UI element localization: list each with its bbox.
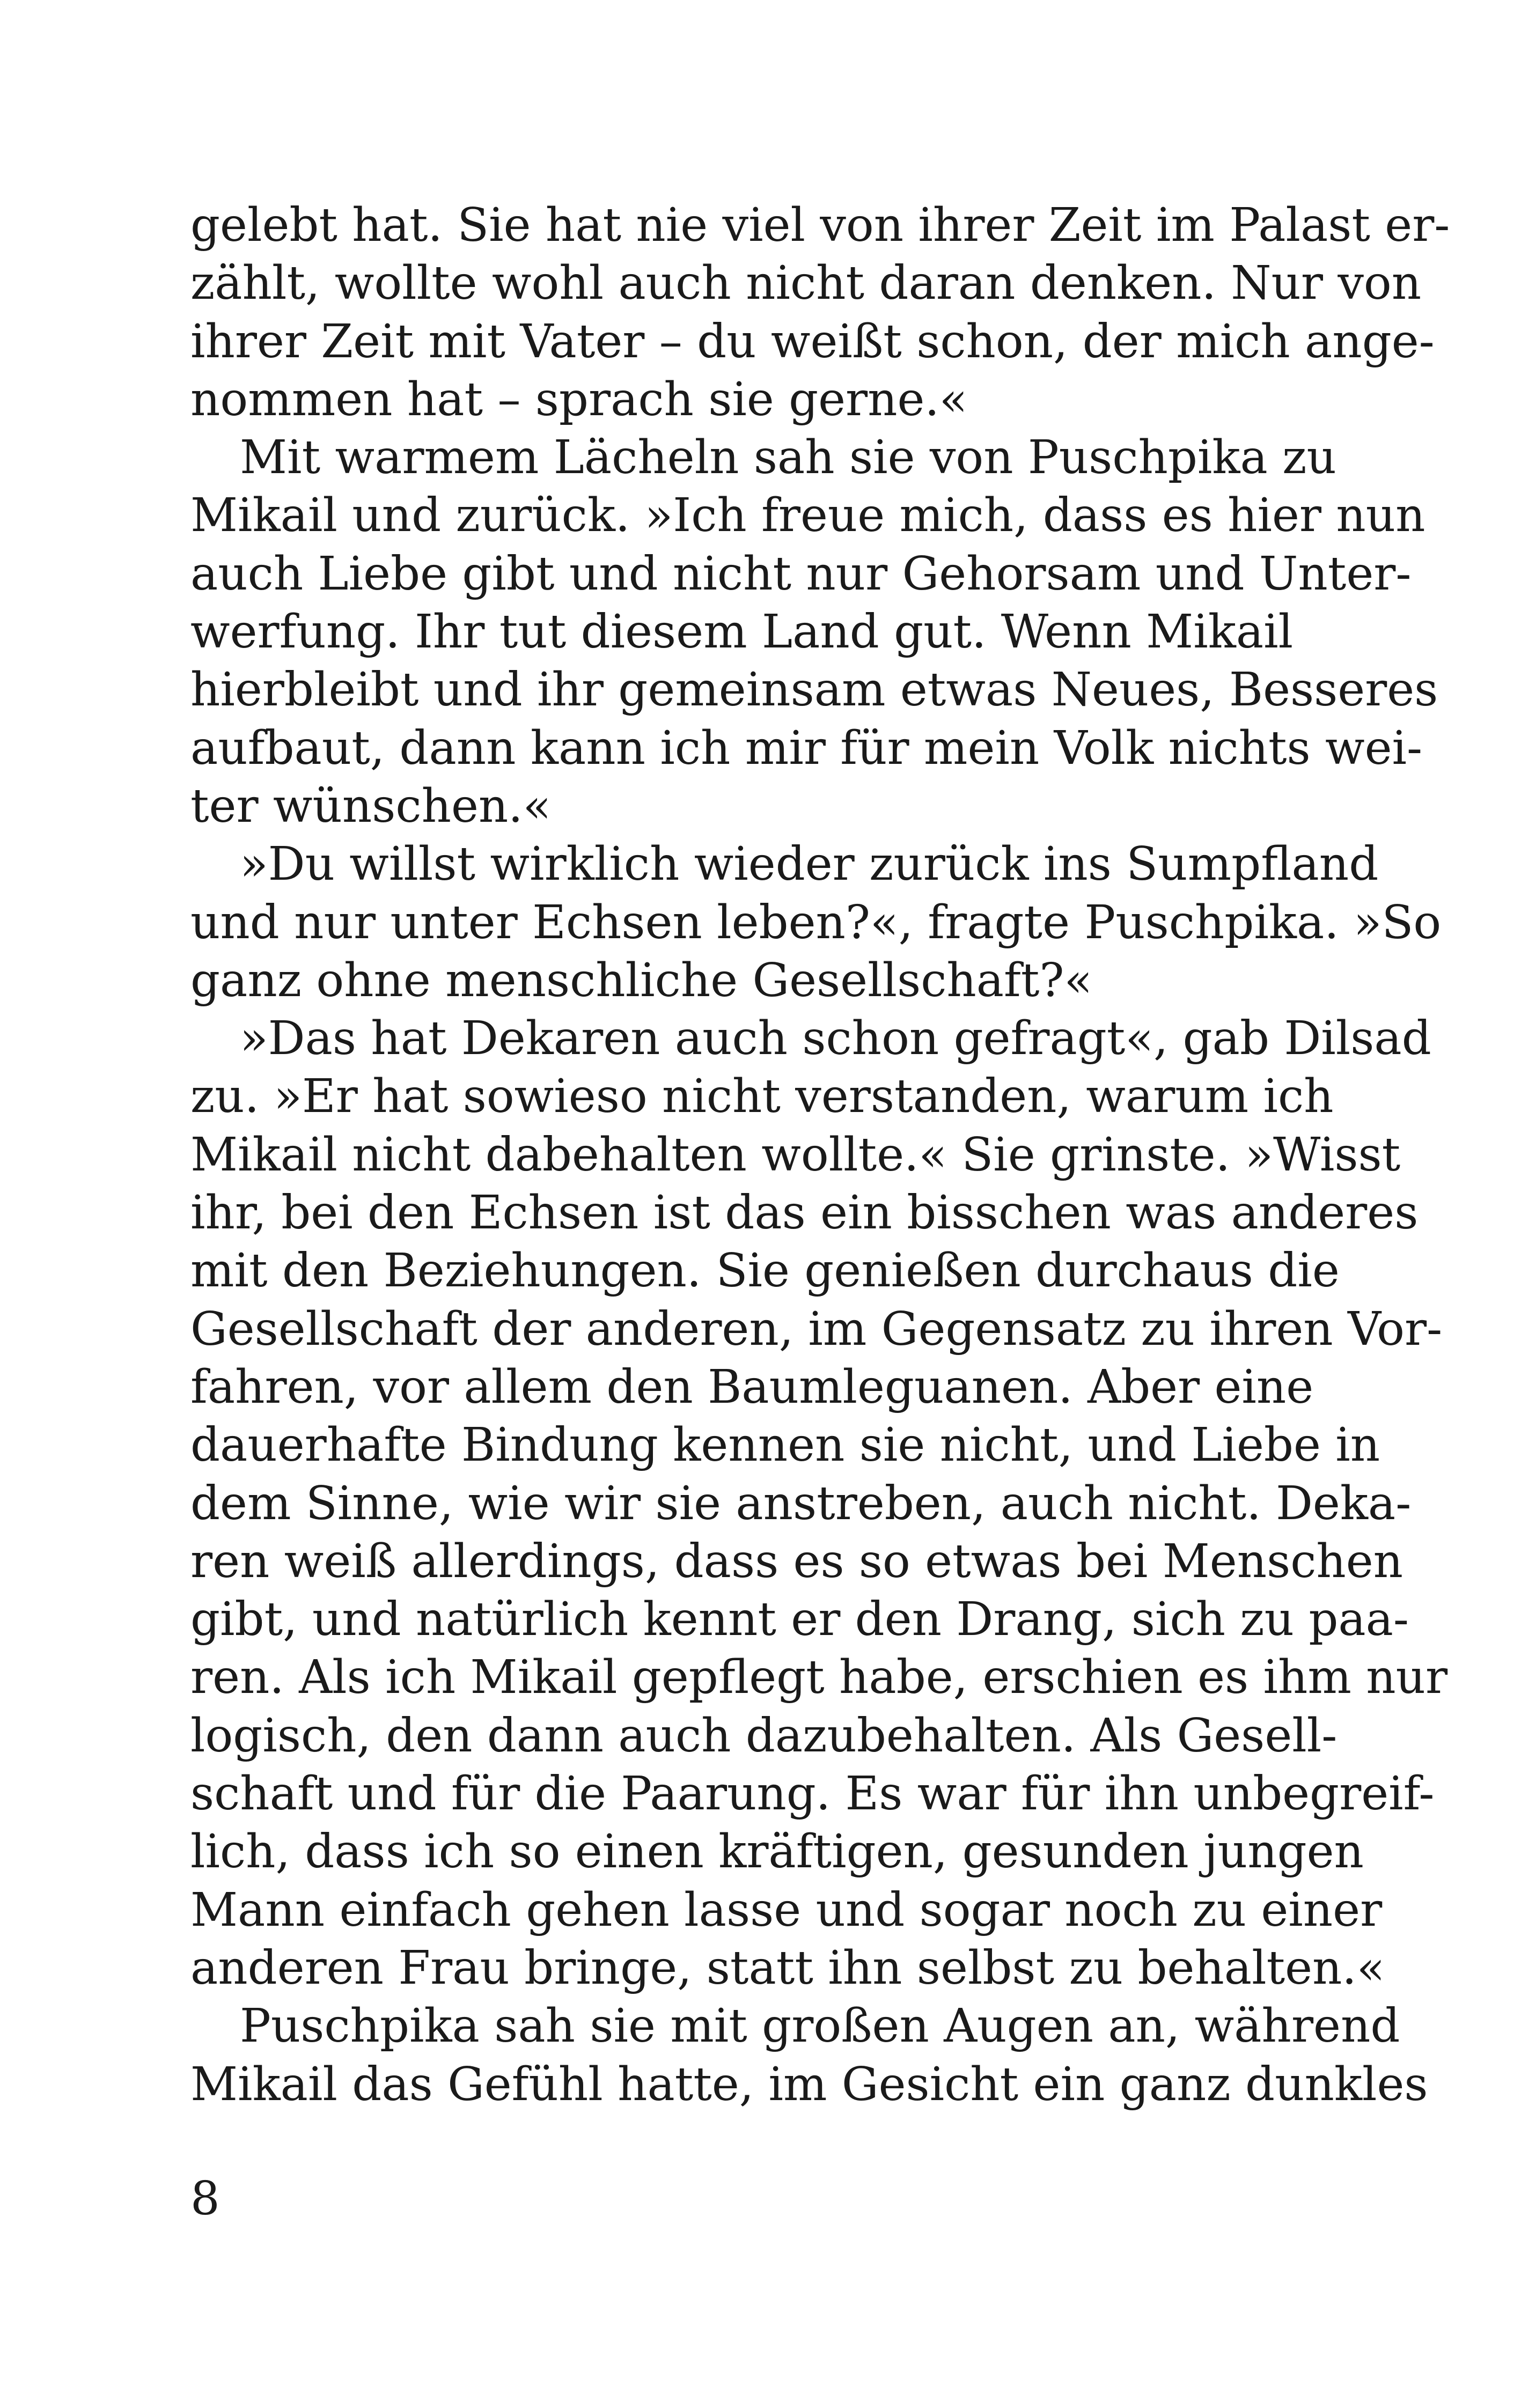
text-line: zählt, wollte wohl auch nicht daran denken. Nur von	[190, 256, 1422, 311]
text-line: dauerhafte Bindung kennen sie nicht, und Liebe in	[190, 1418, 1380, 1472]
text-line: auch Liebe gibt und nicht nur Gehorsam und Unter-	[190, 547, 1412, 601]
text-line: ter wünschen.«	[190, 779, 552, 833]
text-line: schaft und für die Paarung. Es war für ihn unbegreif-	[190, 1767, 1435, 1821]
text-line: aufbaut, dann kann ich mir für mein Volk nichts wei-	[190, 721, 1423, 775]
text-line: ren weiß allerdings, dass es so etwas bei Menschen	[190, 1534, 1404, 1588]
text-line: ren. Als ich Mikail gepflegt habe, erschien es ihm nur	[190, 1651, 1448, 1705]
text-line: mit den Beziehungen. Sie genießen durchaus die	[190, 1244, 1340, 1298]
text-line: fahren, vor allem den Baumleguanen. Aber eine	[190, 1360, 1314, 1414]
text-line: gibt, und natürlich kennt er den Drang, sich zu paa-	[190, 1593, 1409, 1647]
text-line: zu. »Er hat sowieso nicht verstanden, warum ich	[190, 1070, 1334, 1124]
text-line: anderen Frau bringe, statt ihn selbst zu behalten.«	[190, 1941, 1385, 1995]
text-line: Mann einfach gehen lasse und sogar noch zu einer	[190, 1883, 1383, 1937]
text-line: »Das hat Dekaren auch schon gefragt«, gab Dilsad	[240, 1012, 1431, 1066]
text-line: lich, dass ich so einen kräftigen, gesunden jungen	[190, 1825, 1364, 1879]
text-line: Gesellschaft der anderen, im Gegensatz zu ihren Vor-	[190, 1302, 1443, 1356]
text-line: logisch, den dann auch dazubehalten. Als Gesell-	[190, 1709, 1338, 1763]
text-line: ganz ohne menschliche Gesellschaft?«	[190, 953, 1093, 1007]
page-number: 8	[190, 2172, 220, 2226]
text-line: dem Sinne, wie wir sie anstreben, auch nicht. Deka-	[190, 1476, 1412, 1530]
text-line: Mikail und zurück. »Ich freue mich, dass es hier nun	[190, 489, 1426, 543]
body-text	[190, 196, 1450, 2114]
text-line: Mikail das Gefühl hatte, im Gesicht ein ganz dunkles	[190, 2057, 1428, 2111]
text-line: Mit warmem Lächeln sah sie von Puschpika zu	[240, 431, 1336, 485]
text-line: Puschpika sah sie mit großen Augen an, während	[240, 1999, 1400, 2053]
text-line: Mikail nicht dabehalten wollte.« Sie grinste. »Wisst	[190, 1128, 1401, 1182]
text-line: »Du willst wirklich wieder zurück ins Sumpfland	[240, 837, 1379, 892]
text-line: ihr, bei den Echsen ist das ein bisschen was anderes	[190, 1186, 1419, 1240]
text-line: nommen hat – sprach sie gerne.«	[190, 372, 968, 426]
text-line: ihrer Zeit mit Vater – du weißt schon, der mich ange-	[190, 314, 1435, 369]
text-line: gelebt hat. Sie hat nie viel von ihrer Zeit im Palast er-	[190, 198, 1450, 252]
text-line: werfung. Ihr tut diesem Land gut. Wenn Mikail	[190, 605, 1294, 659]
text-line: und nur unter Echsen leben?«, fragte Puschpika. »So	[190, 895, 1442, 949]
text-line: hierbleibt und ihr gemeinsam etwas Neues, Besseres	[190, 663, 1438, 717]
